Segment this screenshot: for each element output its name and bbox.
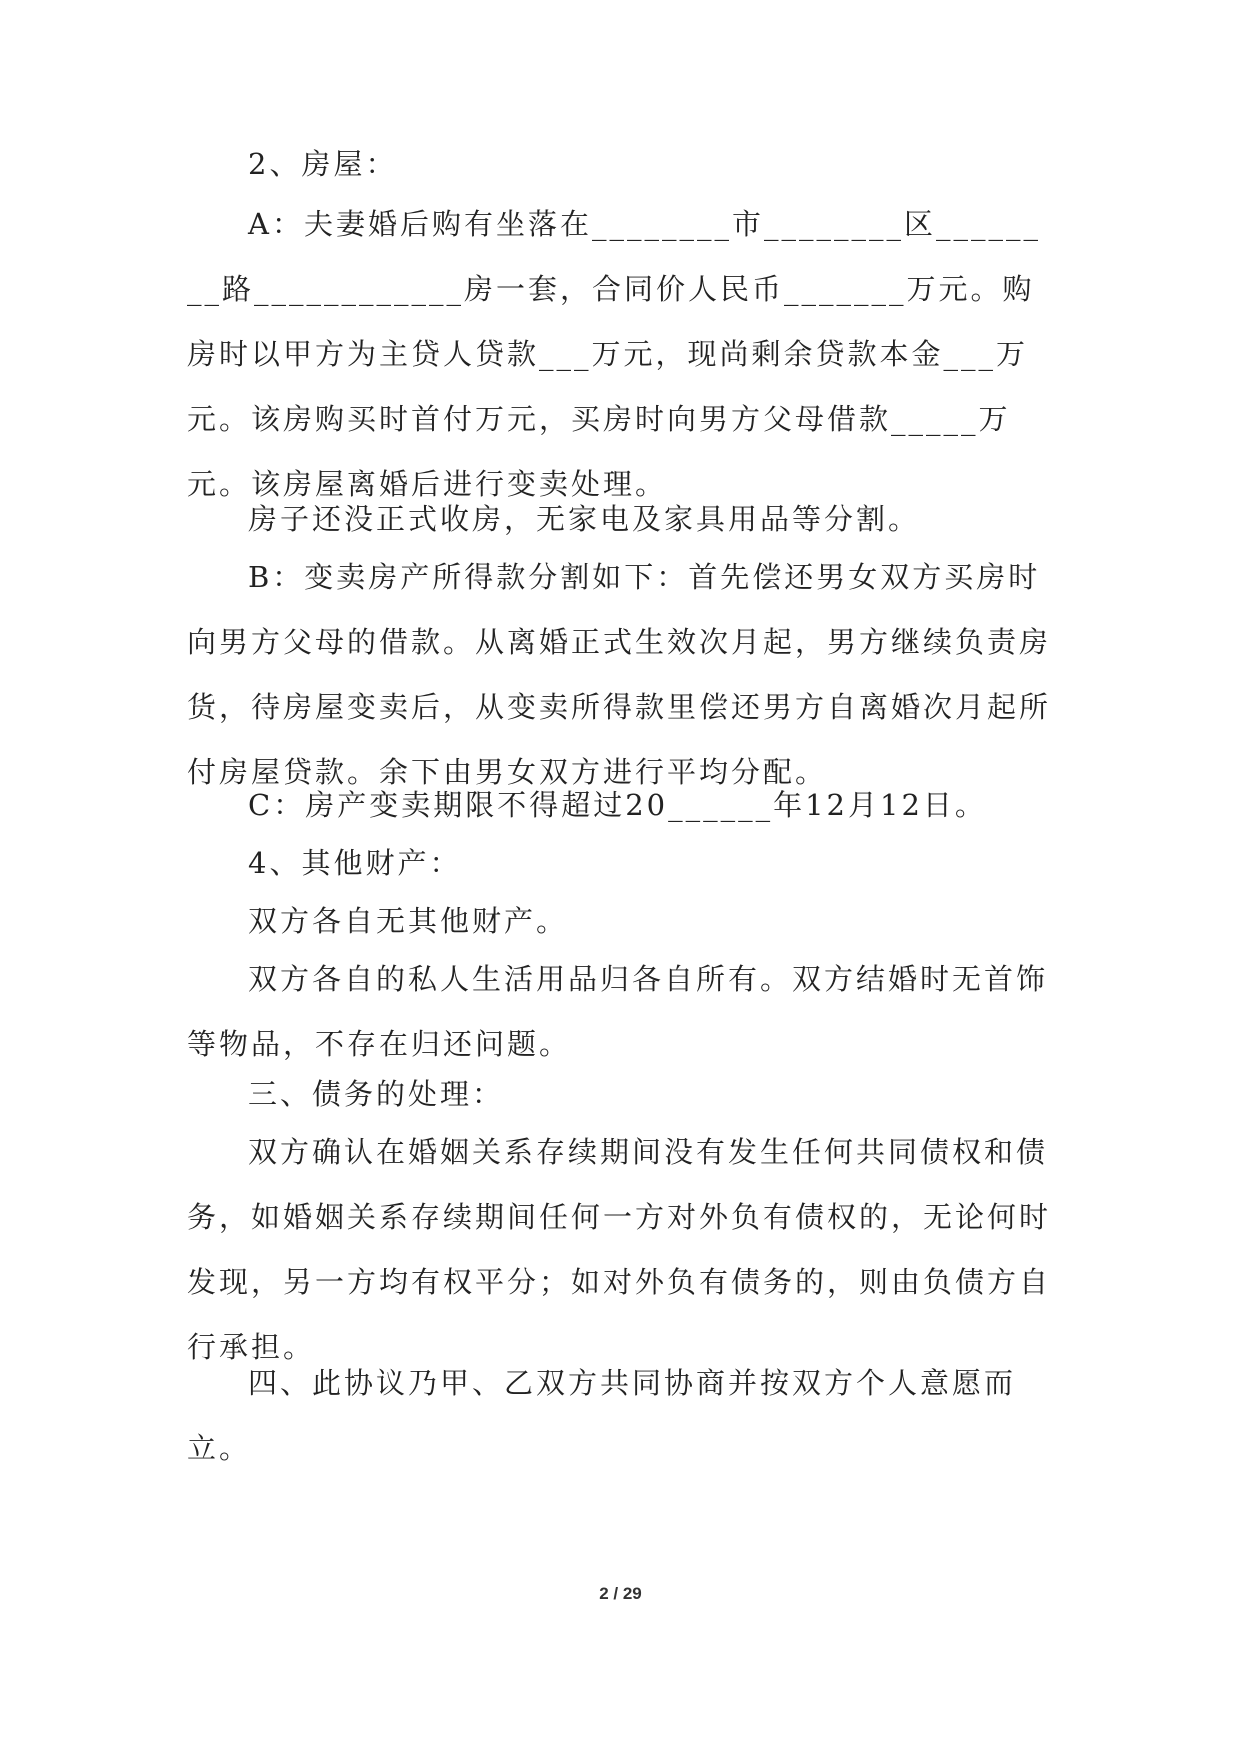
paragraph-house-heading: 2、房屋： xyxy=(248,147,398,181)
paragraph-house-note: 房子还没正式收房，无家电及家具用品等分割。 xyxy=(248,502,921,536)
paragraph-house-b: B：变卖房产所得款分割如下：首先偿还男女双方买房时向男方父母的借款。从离婚正式生效次月起，男方继续负责房货，待房屋变卖后，从变卖所得款里偿还男方自离婚次月起所付房屋贷款。余下由男女双方进行平均分配。 xyxy=(187,560,1052,789)
paragraph-debt: 双方确认在婚姻关系存续期间没有发生任何共同债权和债务，如婚姻关系存续期间任何一方对外负有债权的，无论何时发现，另一方均有权平分；如对外负有债务的，则由负债方自行承担。 xyxy=(187,1135,1052,1364)
paragraph-house-c: C：房产变卖期限不得超过20______年12月12日。 xyxy=(248,788,987,822)
page-number: 2 / 29 xyxy=(599,1584,642,1603)
paragraph-agreement: 四、此协议乃甲、乙双方共同协商并按双方个人意愿而立。 xyxy=(187,1366,1017,1465)
paragraph-personal-items: 双方各自的私人生活用品归各自所有。双方结婚时无首饰等物品，不存在归还问题。 xyxy=(187,962,1049,1061)
paragraph-other-property-heading: 4、其他财产： xyxy=(248,846,462,880)
paragraph-debt-heading: 三、债务的处理： xyxy=(248,1077,505,1111)
paragraph-house-a: A：夫妻婚后购有坐落在________市________区________路____________房一套，合同价人民币_______万元。购房时以甲方为主贷人贷款___万元，现尚剩余贷款本金___万元。该房购买时首付万元，买房时向男方父母借款_____万元。该房屋离婚后进行变卖处理。 xyxy=(187,207,1041,501)
paragraph-other-property: 双方各自无其他财产。 xyxy=(248,904,569,938)
